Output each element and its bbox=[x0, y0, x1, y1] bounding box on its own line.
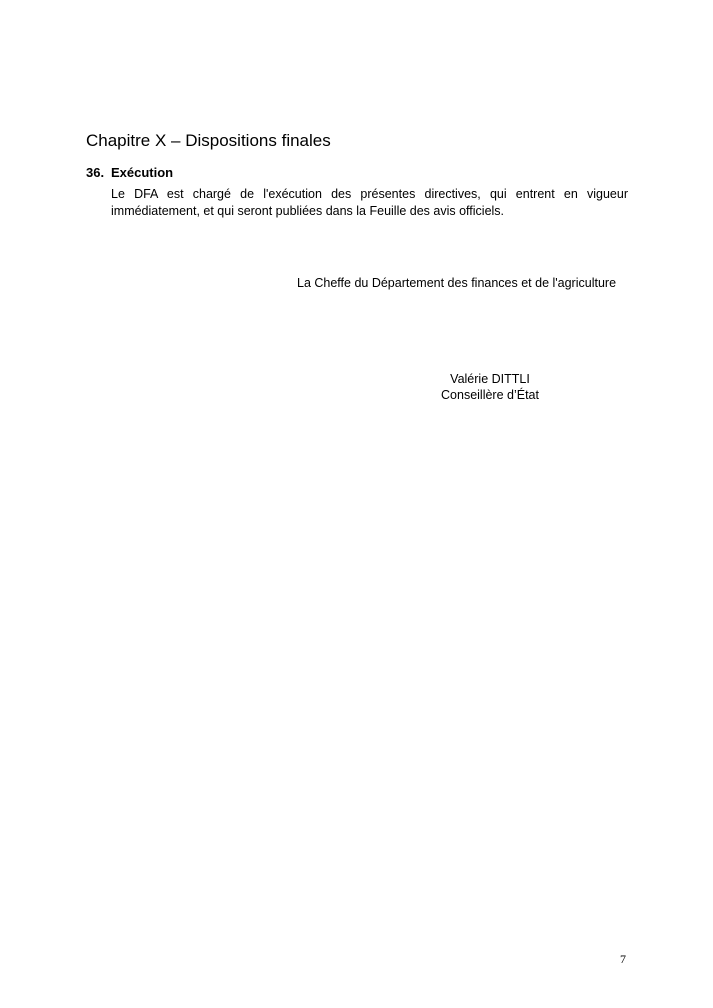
section-body: Le DFA est chargé de l'exécution des présentes directives, qui entrent en vigueur immédiatement, et qui seront publiées dans la Feuille des avis officiels. bbox=[111, 187, 628, 218]
section-number: 36. bbox=[86, 165, 105, 180]
section-title: Exécution bbox=[111, 165, 174, 180]
signature-block bbox=[420, 371, 560, 403]
signature-department: La Cheffe du Département des finances et de l'agriculture bbox=[297, 276, 617, 290]
chapter-title: Chapitre X – Dispositions finales bbox=[86, 131, 331, 150]
page-number: 7 bbox=[620, 952, 626, 966]
section-heading bbox=[86, 165, 173, 180]
signatory-name: Valérie DITTLI bbox=[450, 372, 530, 386]
signatory-role: Conseillère d’État bbox=[441, 388, 539, 402]
